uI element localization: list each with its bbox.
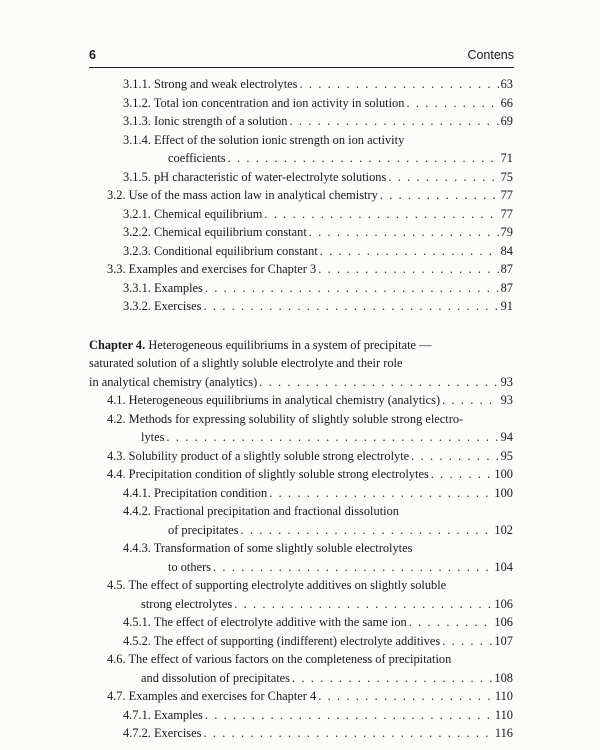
toc-entry-label: 3.2.2. Chemical equilibrium constant <box>123 225 307 239</box>
toc-entry-label: strong electrolytes <box>141 596 233 611</box>
chapter-gap <box>89 316 513 336</box>
toc-entry-4-5 <box>89 595 513 614</box>
toc-page-number: 87 <box>500 262 513 276</box>
toc-page-number: 100 <box>494 485 513 500</box>
toc-entry-4-5-line1: 4.5. The effect of supporting electrolyte additives on slightly soluble <box>107 578 447 592</box>
toc-entry-3-1-2 <box>89 94 513 113</box>
toc-entry-3-3-2 <box>89 297 513 316</box>
toc-page-number: 100 <box>494 467 513 481</box>
leader-dots <box>166 428 498 447</box>
leader-dots <box>406 94 498 113</box>
leader-dots <box>388 168 498 187</box>
toc-page-number: 63 <box>500 77 513 91</box>
toc-entry-4-5-2 <box>89 632 513 651</box>
toc-entry-4-2-line1: 4.2. Methods for expressing solubility of slightly soluble strong electro- <box>107 411 464 426</box>
toc-entry-4-6 <box>89 669 513 688</box>
toc-entry-3-1-5 <box>89 168 513 187</box>
running-head-title: Contens <box>467 48 514 62</box>
leader-dots <box>241 521 493 540</box>
toc-entry-3-1-1 <box>89 75 513 94</box>
toc-entry-3-3-1 <box>89 279 513 298</box>
toc-entry-chapter-4 <box>89 373 513 392</box>
toc-entry-label: 4.5.2. The effect of supporting (indifferent) electrolyte additives <box>123 633 441 648</box>
toc-entry-label: 3.2.1. Chemical equilibrium <box>123 206 263 221</box>
toc-entry-label: 4.7.2. Exercises <box>123 726 202 740</box>
toc-entry-4-7-2 <box>89 724 513 743</box>
leader-dots <box>259 373 498 392</box>
toc-entry-label: 3.1.2. Total ion concentration and ion activity in solution <box>123 95 405 110</box>
toc-entry-label: 4.7.1. Examples <box>123 707 203 722</box>
toc-page-number: 77 <box>500 206 513 221</box>
leader-dots <box>320 242 499 261</box>
toc-entry-3-3 <box>89 260 513 279</box>
toc-entry-label: in analytical chemistry (analytics) <box>89 374 258 389</box>
leader-dots <box>292 669 492 688</box>
leader-dots <box>203 724 492 743</box>
toc-entry-label: 4.7. Examples and exercises for Chapter 4 <box>107 689 317 703</box>
toc-entry-4-4-2 <box>89 521 513 540</box>
toc-page-number: 110 <box>494 689 513 703</box>
toc-entry-label: 3.1.5. pH characteristic of water-electrolyte solutions <box>123 169 387 184</box>
toc-entry-4-4-3-line1: 4.4.3. Transformation of some slightly soluble electrolytes <box>123 541 413 555</box>
leader-dots <box>264 205 498 224</box>
toc-entry-4-4-3 <box>89 558 513 577</box>
toc-entry-label: 4.1. Heterogeneous equilibriums in analytical chemistry (analytics) <box>107 393 441 407</box>
toc-entry-label: of precipitates <box>168 522 239 537</box>
toc-page-number: 93 <box>500 374 513 389</box>
toc-page-number: 104 <box>494 559 513 574</box>
leader-dots <box>442 632 492 651</box>
toc-entry-4-6-line1: 4.6. The effect of various factors on the completeness of precipitation <box>107 652 452 666</box>
toc-entry-label: 3.2. Use of the mass action law in analytical chemistry <box>107 188 378 202</box>
toc-entry-4-7 <box>89 687 513 706</box>
toc-entry-label: 4.5.1. The effect of electrolyte additive with the same ion <box>123 615 407 629</box>
toc-page-number: 110 <box>494 707 513 722</box>
toc-entry-label: 3.3.1. Examples <box>123 280 203 295</box>
header-rule <box>89 67 514 68</box>
toc-page-number: 94 <box>500 430 513 444</box>
toc-entry-label: 4.3. Solubility product of a slightly soluble strong electrolyte <box>107 448 410 463</box>
leader-dots <box>269 484 492 503</box>
toc-page-number: 75 <box>500 169 513 184</box>
leader-dots <box>409 613 493 632</box>
toc-page-number: 79 <box>500 225 513 239</box>
toc-page-number: 106 <box>494 615 513 629</box>
leader-dots <box>205 279 499 298</box>
toc-entry-4-3 <box>89 447 513 466</box>
leader-dots <box>299 75 498 94</box>
toc-entry-4-4-1 <box>89 484 513 503</box>
toc-page-number: 84 <box>500 243 513 258</box>
toc-entry-4-1 <box>89 391 513 410</box>
leader-dots <box>203 297 498 316</box>
leader-dots <box>411 447 498 466</box>
leader-dots <box>309 223 499 242</box>
page-number: 6 <box>89 48 96 62</box>
toc-entry-3-1-4-line1: 3.1.4. Effect of the solution ionic strength on ion activity <box>123 132 405 147</box>
toc-page-number: 66 <box>500 95 513 110</box>
leader-dots <box>213 558 492 577</box>
toc-entry-3-1-4 <box>89 149 513 168</box>
toc-page-number: 108 <box>494 670 513 685</box>
leader-dots <box>228 149 499 168</box>
toc-page-number: 107 <box>494 633 513 648</box>
toc-page-number: 102 <box>494 522 513 537</box>
toc-page-number: 91 <box>500 299 513 313</box>
toc-page-number: 93 <box>500 393 513 407</box>
toc-entry-label: 4.4. Precipitation condition of slightly soluble strong electrolytes <box>107 467 429 481</box>
toc-page-number: 87 <box>500 280 513 295</box>
toc-entry-label: 3.3.2. Exercises <box>123 299 202 313</box>
chapter-4-heading-line1 <box>89 336 513 355</box>
toc-entry-label: 3.1.3. Ionic strength of a solution <box>123 114 288 128</box>
toc-entry-3-2-3 <box>89 242 513 261</box>
leader-dots <box>234 595 492 614</box>
leader-dots <box>205 706 493 725</box>
toc-page-number: 71 <box>500 151 513 165</box>
toc-entry-4-2 <box>89 428 513 447</box>
chapter-title-part: Heterogeneous equilibriums in a system of precipitate — <box>145 337 432 352</box>
running-header <box>89 46 514 64</box>
toc-entry-label: 3.2.3. Conditional equilibrium constant <box>123 243 318 258</box>
toc-entry-label: coefficients <box>168 151 226 165</box>
toc-page-number: 77 <box>500 188 513 202</box>
toc-entry-3-2-2 <box>89 223 513 242</box>
toc-page-number: 69 <box>500 114 513 128</box>
toc-entry-3-1-3 <box>89 112 513 131</box>
toc-entry-label: 3.1.1. Strong and weak electrolytes <box>123 77 298 91</box>
toc-entry-3-2-1 <box>89 205 513 224</box>
toc-entry-4-4 <box>89 465 513 484</box>
table-of-contents <box>89 75 513 743</box>
leader-dots <box>442 391 499 410</box>
toc-entry-3-2 <box>89 186 513 205</box>
leader-dots <box>318 687 493 706</box>
toc-entry-label: 3.3. Examples and exercises for Chapter 3 <box>107 262 317 276</box>
toc-entry-label: and dissolution of precipitates <box>141 670 291 685</box>
toc-page-number: 95 <box>500 448 513 463</box>
toc-entry-label: lytes <box>141 430 165 444</box>
chapter-4-heading-line2: saturated solution of a slightly soluble electrolyte and their role <box>89 356 403 370</box>
toc-page-number: 116 <box>494 726 513 740</box>
toc-entry-4-7-1 <box>89 706 513 725</box>
toc-entry-4-4-2-line1: 4.4.2. Fractional precipitation and fractional dissolution <box>123 504 399 518</box>
chapter-label: Chapter 4. <box>89 337 146 352</box>
leader-dots <box>290 112 499 131</box>
toc-page-number: 106 <box>494 596 513 611</box>
toc-entry-label: to others <box>168 559 212 574</box>
leader-dots <box>431 465 493 484</box>
leader-dots <box>380 186 499 205</box>
leader-dots <box>318 260 498 279</box>
toc-entry-4-5-1 <box>89 613 513 632</box>
toc-entry-label: 4.4.1. Precipitation condition <box>123 485 268 500</box>
